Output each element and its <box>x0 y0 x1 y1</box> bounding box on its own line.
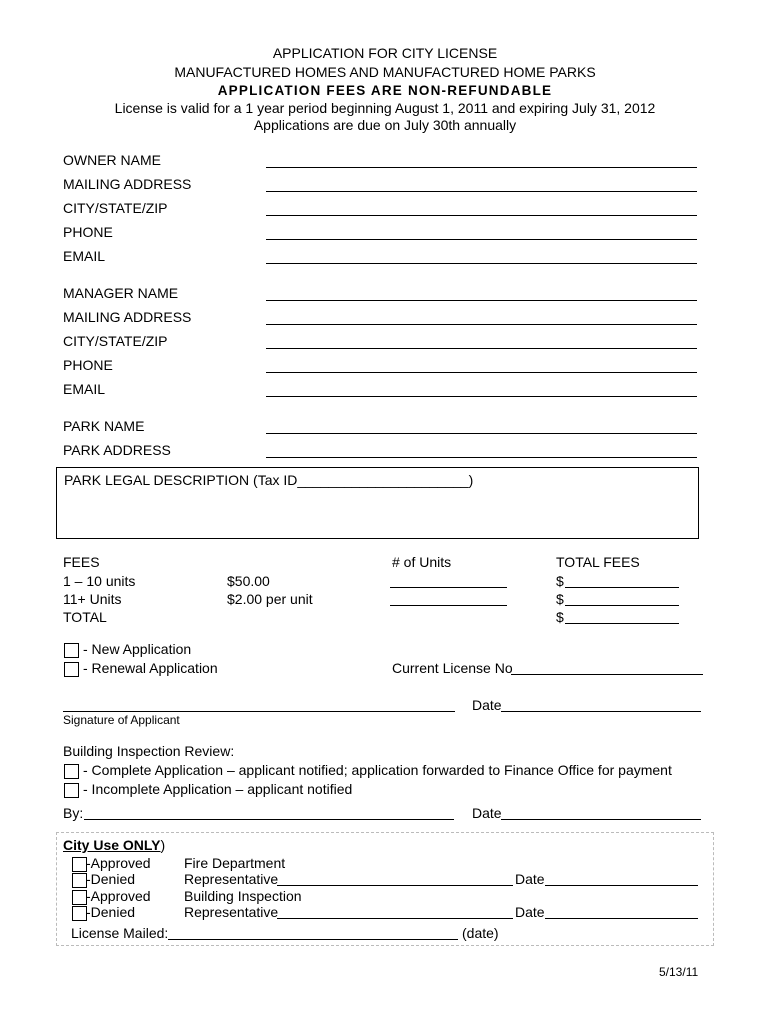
park-address-label: PARK ADDRESS <box>63 442 171 458</box>
manager-email-label: EMAIL <box>63 381 106 397</box>
total-fees-header: TOTAL FEES <box>556 554 640 570</box>
city-use-title-text: City Use ONLY <box>63 837 161 853</box>
incomplete-application-label: - Incomplete Application – applicant notified <box>83 781 353 797</box>
building-date-field[interactable] <box>545 918 698 919</box>
units-header: # of Units <box>392 554 452 570</box>
owner-phone-field[interactable] <box>266 239 697 240</box>
fire-representative-label: Representative <box>184 871 279 887</box>
city-use-title <box>63 837 165 853</box>
park-name-label: PARK NAME <box>63 418 145 434</box>
fire-approved-label: -Approved <box>86 855 151 871</box>
park-name-field[interactable] <box>266 433 697 434</box>
building-approved-label: -Approved <box>86 888 151 904</box>
owner-mailing-label: MAILING ADDRESS <box>63 176 192 192</box>
signature-label: Signature of Applicant <box>63 713 180 727</box>
manager-mailing-field[interactable] <box>266 324 697 325</box>
renewal-application-checkbox[interactable] <box>64 662 79 677</box>
form-subtitle: MANUFACTURED HOMES AND MANUFACTURED HOME PARKS <box>174 64 596 80</box>
validity-notice: License is valid for a 1 year period beginning August 1, 2011 and expiring July 31, 2012 <box>114 100 656 116</box>
fee-row-1-price: $50.00 <box>227 573 270 589</box>
form-title: APPLICATION FOR CITY LICENSE <box>272 45 498 61</box>
renewal-application-label: - Renewal Application <box>83 660 218 676</box>
new-application-label: - New Application <box>83 641 192 657</box>
building-denied-label: -Denied <box>86 904 136 920</box>
fee-row-2-price: $2.00 per unit <box>227 591 313 607</box>
fee-total-dollar: $ <box>556 609 564 625</box>
incomplete-application-checkbox[interactable] <box>64 783 79 798</box>
fee-row-2-dollar: $ <box>556 591 564 607</box>
inspection-date-label: Date <box>472 805 502 821</box>
owner-name-field[interactable] <box>266 167 697 168</box>
form-version-date: 5/13/11 <box>659 965 699 979</box>
owner-city-field[interactable] <box>266 215 697 216</box>
manager-phone-field[interactable] <box>266 372 697 373</box>
owner-city-label: CITY/STATE/ZIP <box>63 200 168 216</box>
manager-phone-label: PHONE <box>63 357 113 373</box>
fire-approved-checkbox[interactable] <box>72 857 87 872</box>
fees-title: FEES <box>63 554 100 570</box>
complete-application-label: - Complete Application – applicant notified; application forwarded to Finance Office for payment <box>83 762 672 778</box>
manager-name-field[interactable] <box>266 300 697 301</box>
fee-total-field[interactable] <box>565 623 679 624</box>
current-license-label: Current License No <box>392 660 513 676</box>
city-use-title-paren: ) <box>160 837 166 853</box>
manager-mailing-label: MAILING ADDRESS <box>63 309 192 325</box>
license-mailed-date-label: (date) <box>462 925 499 941</box>
signature-date-field[interactable] <box>501 711 701 712</box>
building-representative-label: Representative <box>184 904 279 920</box>
fee-row-2-units-field[interactable] <box>390 605 507 606</box>
fee-row-2-label: 11+ Units <box>63 591 122 607</box>
non-refundable-notice: APPLICATION FEES ARE NON-REFUNDABLE <box>217 83 553 98</box>
fee-row-1-label: 1 – 10 units <box>63 573 136 589</box>
fire-denied-checkbox[interactable] <box>72 873 87 888</box>
fee-total-label: TOTAL <box>63 609 107 625</box>
fire-department-label: Fire Department <box>184 855 286 871</box>
building-denied-checkbox[interactable] <box>72 906 87 921</box>
fee-row-1-total-field[interactable] <box>565 587 679 588</box>
fire-date-label: Date <box>515 871 545 887</box>
fire-representative-field[interactable] <box>277 885 513 886</box>
building-representative-field[interactable] <box>277 918 513 919</box>
license-mailed-field[interactable] <box>168 939 458 940</box>
signature-date-label: Date <box>472 697 502 713</box>
building-inspection-label: Building Inspection <box>184 888 302 904</box>
park-legal-description-label: PARK LEGAL DESCRIPTION (Tax ID______________________) <box>64 472 474 488</box>
license-mailed-label: License Mailed: <box>71 925 169 941</box>
by-label: By: <box>63 805 84 821</box>
manager-name-label: MANAGER NAME <box>63 285 179 301</box>
owner-phone-label: PHONE <box>63 224 113 240</box>
inspection-title: Building Inspection Review: <box>63 743 235 759</box>
new-application-checkbox[interactable] <box>64 643 79 658</box>
owner-name-label: OWNER NAME <box>63 152 161 168</box>
manager-city-field[interactable] <box>266 348 697 349</box>
complete-application-checkbox[interactable] <box>64 764 79 779</box>
owner-email-field[interactable] <box>266 263 697 264</box>
fire-date-field[interactable] <box>545 885 698 886</box>
fire-denied-label: -Denied <box>86 871 136 887</box>
manager-email-field[interactable] <box>266 396 697 397</box>
park-address-field[interactable] <box>266 457 697 458</box>
fee-row-1-dollar: $ <box>556 573 564 589</box>
current-license-field[interactable] <box>511 674 703 675</box>
owner-mailing-field[interactable] <box>266 191 697 192</box>
fee-row-2-total-field[interactable] <box>565 605 679 606</box>
building-approved-checkbox[interactable] <box>72 890 87 905</box>
signature-field[interactable] <box>63 711 455 712</box>
owner-email-label: EMAIL <box>63 248 106 264</box>
due-date-notice: Applications are due on July 30th annually <box>253 117 517 133</box>
inspection-date-field[interactable] <box>501 819 701 820</box>
fee-row-1-units-field[interactable] <box>390 587 507 588</box>
manager-city-label: CITY/STATE/ZIP <box>63 333 168 349</box>
building-date-label: Date <box>515 904 545 920</box>
by-field[interactable] <box>84 819 454 820</box>
